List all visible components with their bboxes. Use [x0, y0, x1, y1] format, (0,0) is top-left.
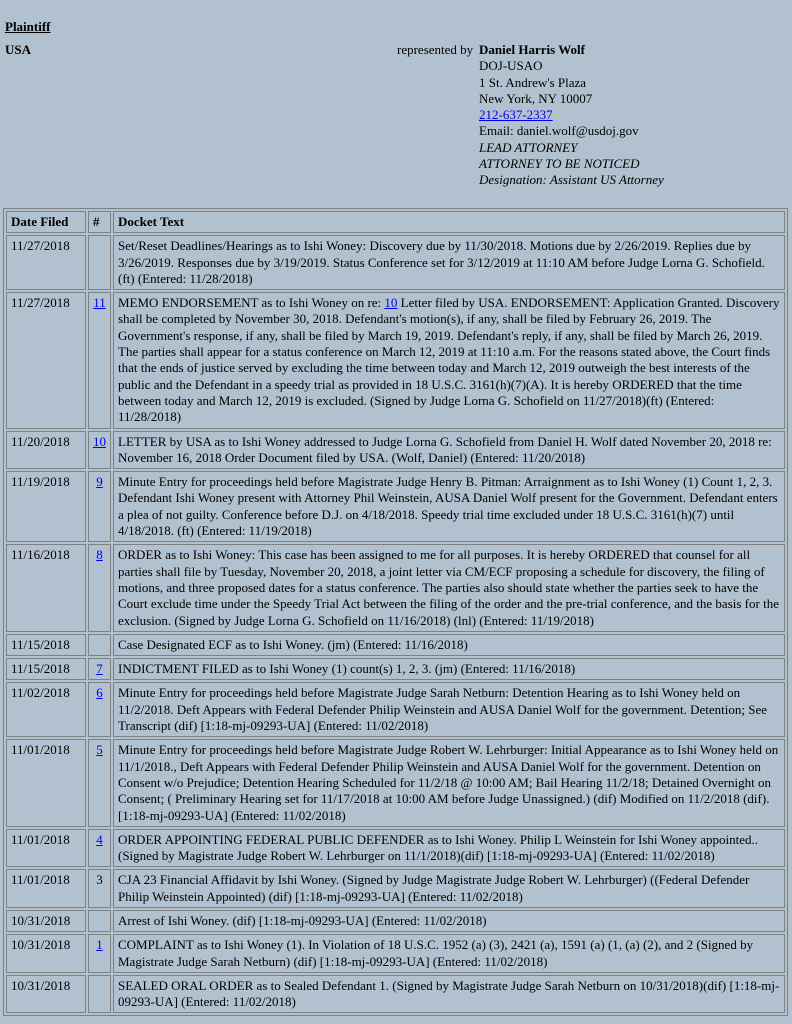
- docket-row: [6, 658, 785, 680]
- docket-row: [6, 544, 785, 631]
- docket-number-cell: [88, 634, 111, 656]
- party-name: USA: [5, 42, 32, 57]
- docket-number-link[interactable]: 11: [93, 295, 106, 311]
- docket-text-body: ORDER as to Ishi Woney: This case has been assigned to me for all purposes. It is hereby ORDERED that counsel for all parties shall file by Tuesday, November 20, 2018, a joint letter via CM/ECF proposing a schedule for discovery, the filing of motions, and three proposed dates for a status conference. The parties also should state whether the parties seek to have the Court exclude time under the Speedy Trial Act between the filing of the order and the pre-trial conference, and the basis for the exclusion. (Signed by Judge Lorna G. Schofield on 11/16/2018) (lnl) (Entered: 11/19/2018): [118, 547, 779, 628]
- docket-text: [113, 658, 785, 680]
- attorney-designation: Designation: Assistant US Attorney: [479, 172, 664, 188]
- docket-text-body: Minute Entry for proceedings held before Magistrate Judge Sarah Netburn: Detention Hearing as to Ishi Woney held on 11/2/2018. Deft Appears with Federal Defender Philip Weinstein and AUSA Daniel Wolf for the government. Detention; See Transcript (dif) [1:18-mj-09293-UA] (Entered: 11/02/2018): [118, 685, 767, 734]
- docket-row: [6, 634, 785, 656]
- docket-text: [113, 829, 785, 868]
- docket-number-cell: [88, 544, 111, 631]
- docket-text-body: Letter filed by USA. ENDORSEMENT: Application Granted. Discovery shall be completed by November 30, 2018. Defendant's motion(s), if any, shall be filed by February 26, 2019. The Government's response, if any, shall be filed by March 19, 2019. Defendant's reply, if any, shall be filed by March 26, 2019. The parties shall appear for a status conference on March 12, 2019 at 11:10 a.m. For the reasons stated above, the Court finds that the ends of justice served by excluding the time between today and March 12, 2019 outweigh the best interests of the public and the Defendant in a speedy trial as provided in 18 U.S.C. 3161(h)(7)(A). It is hereby ORDERED that the time between today and March 12, 2019 is excluded. (Signed by Judge Lorna G. Schofield on 11/27/2018)(ft) (Entered: 11/28/2018): [118, 295, 780, 425]
- docket-text: [113, 431, 785, 470]
- docket-number-link[interactable]: 8: [96, 547, 103, 563]
- docket-text-body: Arrest of Ishi Woney. (dif) [1:18-mj-09293-UA] (Entered: 11/02/2018): [118, 912, 487, 928]
- docket-text-body: ORDER APPOINTING FEDERAL PUBLIC DEFENDER as to Ishi Woney. Philip L Weinstein for Ishi Woney appointed.. (Signed by Magistrate Judge Robert W. Lehrburger on 11/1/2018)(dif) [1:18-mj-09293-UA] (Entered: 11/02/2018): [118, 831, 758, 864]
- docket-number-cell: [88, 869, 111, 908]
- represented-by-label: represented by: [397, 42, 474, 57]
- docket-row: [6, 975, 785, 1014]
- docket-date: 11/27/2018: [6, 292, 86, 428]
- docket-number-cell: [88, 471, 111, 542]
- docket-text-body: CJA 23 Financial Affidavit by Ishi Woney. (Signed by Judge Magistrate Judge Robert W. Lehrburger) ((Federal Defender Philip Weinstein Appointed) (dif) [1:18-mj-09293-UA] (Entered: 11/02/2018): [118, 872, 750, 904]
- docket-row: [6, 471, 785, 542]
- docket-row: [6, 934, 785, 973]
- docket-row: [6, 829, 785, 868]
- docket-text-body: SEALED ORAL ORDER as to Sealed Defendant 1. (Signed by Magistrate Judge Sarah Netburn on 10/31/2018)(dif) [1:18-mj-09293-UA] (Entered: 11/02/2018): [118, 977, 780, 1010]
- header-number: #: [88, 211, 111, 233]
- docket-text: [113, 544, 785, 631]
- docket-text: [113, 934, 785, 973]
- attorney-address-line2: New York, NY 10007: [479, 90, 593, 106]
- docket-row: [6, 869, 785, 908]
- docket-number-link[interactable]: 1: [96, 937, 103, 953]
- attorney-email: Email: daniel.wolf@usdoj.gov: [479, 123, 639, 139]
- docket-date: 11/27/2018: [6, 235, 86, 290]
- docket-table: [3, 208, 788, 1016]
- docket-row: [6, 910, 785, 932]
- docket-body: [6, 235, 785, 1013]
- docket-number-cell: [88, 739, 111, 826]
- docket-number-cell: [88, 235, 111, 290]
- docket-text-body: Minute Entry for proceedings held before Magistrate Judge Robert W. Lehrburger: Initial Appearance as to Ishi Woney held on 11/1/2018., Deft Appears with Federal Defender Philip Weinstein and AUSA Daniel Wolf for the government. Detention on Consent w/o Prejudice; Detention Hearing Scheduled for 11/2/18 @ 10:00 AM; Bail Hearing 11/2/18; Detained Overnight on Consent; ( Preliminary Hearing set for 11/17/2018 at 10:00 AM before Judge Unassigned.) (dif) Modified on 11/2/2018 (dif). [1:18-mj-09293-UA] (Entered: 11/02/2018): [118, 742, 779, 823]
- docket-date: 11/20/2018: [6, 431, 86, 470]
- docket-row: [6, 431, 785, 470]
- docket-number-cell: [88, 292, 111, 428]
- docket-row: [6, 235, 785, 290]
- docket-text-prefix: MEMO ENDORSEMENT as to Ishi Woney on re:: [118, 295, 385, 311]
- docket-date: 11/01/2018: [6, 739, 86, 826]
- attorney-role-lead: LEAD ATTORNEY: [479, 139, 578, 155]
- docket-date: 11/01/2018: [6, 869, 86, 908]
- docket-text: [113, 471, 785, 542]
- docket-number-link[interactable]: 7: [96, 661, 103, 677]
- docket-number-cell: [88, 934, 111, 973]
- docket-number-cell: [88, 658, 111, 680]
- docket-date: 11/02/2018: [6, 682, 86, 737]
- docket-text: [113, 975, 785, 1014]
- attorney-role-notice: ATTORNEY TO BE NOTICED: [479, 156, 640, 172]
- docket-number-cell: [88, 431, 111, 470]
- attorney-name: Daniel Harris Wolf: [479, 42, 585, 57]
- docket-text: [113, 235, 785, 290]
- attorney-address-line1: 1 St. Andrew's Plaza: [479, 74, 587, 90]
- docket-row: [6, 739, 785, 826]
- docket-text: [113, 869, 785, 908]
- docket-text-body: COMPLAINT as to Ishi Woney (1). In Violation of 18 U.S.C. 1952 (a) (3), 2421 (a), 1591 (a) (1, (a) (2), and 2 (Signed by Magistrate Judge Sarah Netburn) (dif) [1:18-mj-09293-UA] (Entered: 11/02/2018): [118, 937, 754, 969]
- docket-row: [6, 682, 785, 737]
- docket-text: [113, 739, 785, 826]
- attorney-org: DOJ-USAO: [479, 58, 543, 74]
- docket-number-link[interactable]: 6: [96, 685, 103, 701]
- docket-text-body: Case Designated ECF as to Ishi Woney. (jm) (Entered: 11/16/2018): [118, 636, 468, 652]
- docket-date: 11/16/2018: [6, 544, 86, 631]
- docket-number-link[interactable]: 9: [96, 474, 103, 490]
- docket-text: [113, 292, 785, 428]
- docket-date: 10/31/2018: [6, 934, 86, 973]
- docket-text-body: Minute Entry for proceedings held before Magistrate Judge Henry B. Pitman: Arraignment as to Ishi Woney (1) Count 1, 2, 3. Defendant Ishi Woney present with Attorney Phil Weinstein, AUSA Daniel Wolf present for the Government. Defendant enters a plea of not guilty. Conference before D.J. on 4/18/2018. Speedy trial time excluded under 18 U.S.C. 3161(h)(7) until 4/18/2018. (ft) (Entered: 11/19/2018): [118, 474, 778, 539]
- docket-date: 10/31/2018: [6, 975, 86, 1014]
- header-date-filed: Date Filed: [6, 211, 86, 233]
- docket-text-body: INDICTMENT FILED as to Ishi Woney (1) count(s) 1, 2, 3. (jm) (Entered: 11/16/2018): [118, 661, 576, 677]
- docket-number-link[interactable]: 5: [96, 742, 103, 758]
- header-docket-text: Docket Text: [113, 211, 785, 233]
- attorney-block: [479, 42, 664, 189]
- docket-text-body: Set/Reset Deadlines/Hearings as to Ishi Woney: Discovery due by 11/30/2018. Motions due by 2/26/2019. Replies due by 3/26/2019. Responses due by 3/19/2019. Status Conference set for 3/12/2019 at 11:10 AM before Judge Lorna G. Schofield. (ft) (Entered: 11/28/2018): [118, 238, 765, 286]
- docket-date: 11/15/2018: [6, 658, 86, 680]
- docket-number: 3: [96, 872, 103, 888]
- docket-date: 11/19/2018: [6, 471, 86, 542]
- attorney-phone-link[interactable]: 212-637-2337: [479, 107, 553, 123]
- docket-number-cell: [88, 682, 111, 737]
- docket-header-row: [6, 211, 785, 233]
- docket-number-cell: [88, 829, 111, 868]
- docket-number-cell: [88, 975, 111, 1014]
- docket-row: [6, 292, 785, 428]
- docket-text-ref-link[interactable]: 10: [384, 295, 398, 311]
- docket-number-link[interactable]: 10: [93, 433, 106, 449]
- docket-text: [113, 682, 785, 737]
- docket-text: [113, 634, 785, 656]
- docket-number-cell: [88, 910, 111, 932]
- docket-number-link[interactable]: 4: [96, 831, 103, 847]
- docket-date: 10/31/2018: [6, 910, 86, 932]
- docket-date: 11/01/2018: [6, 829, 86, 868]
- party-type-heading: Plaintiff: [5, 19, 51, 34]
- docket-date: 11/15/2018: [6, 634, 86, 656]
- docket-text-body: LETTER by USA as to Ishi Woney addressed to Judge Lorna G. Schofield from Daniel H. Wolf dated November 20, 2018 re: November 16, 2018 Order Document filed by USA. (Wolf, Daniel) (Entered: 11/20/2018): [118, 433, 772, 465]
- docket-text: [113, 910, 785, 932]
